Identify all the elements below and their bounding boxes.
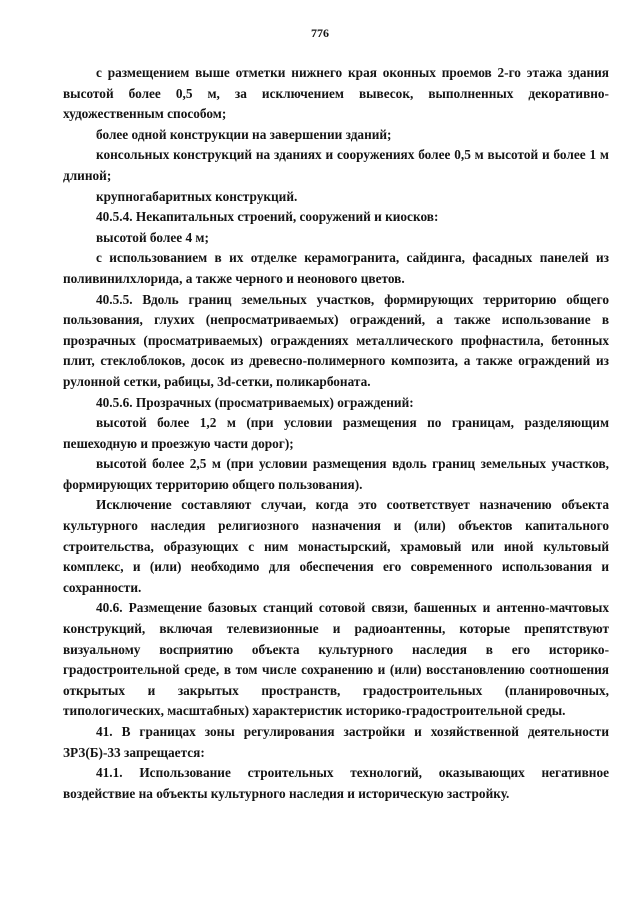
paragraph: 40.5.4. Некапитальных строений, сооружений и киосков: [96,209,439,225]
paragraph: 40.5.5. Вдоль границ земельных участков, формирующих территорию общего пользования, глухих (непросматриваемых) ограждений, а также использование в прозрачных (просматриваемых) ограждениях металлического профнастила, бетонных плит, стеклоблоков, досок из древесно-полимерного композита, а также ограждений из рулонной сетки, рабицы, 3d-сетки, поликарбоната. [63,291,609,389]
paragraph: 40.5.6. Прозрачных (просматриваемых) ограждений: [96,394,414,410]
paragraph: высотой более 1,2 м (при условии размещения по границам, разделяющим пешеходную и проезжую части дорог); [63,415,609,451]
document-body [63,63,609,804]
paragraph: 41. В границах зоны регулирования застройки и хозяйственной деятельности ЗРЗ(Б)-33 запрещается: [63,724,609,760]
paragraph: более одной конструкции на завершении зданий; [96,126,392,142]
paragraph: 40.6. Размещение базовых станций сотовой связи, башенных и антенно-мачтовых конструкций, включая телевизионные и радиоантенны, которые препятствуют визуальному восприятию объекта культурного наследия в его историко-градостроительной среде, в том числе сохранению и (или) восстановлению соотношения открытых и закрытых пространств, градостроительных (планировочных, типологических, масштабных) характеристик историко-градостроительной среды. [63,600,609,719]
paragraph: с размещением выше отметки нижнего края оконных проемов 2-го этажа здания высотой более 0,5 м, за исключением вывесок, выполненных декоративно-художественным способом; [63,65,609,122]
page-number: 776 [311,26,329,40]
paragraph: крупногабаритных конструкций. [96,188,298,204]
paragraph: высотой более 2,5 м (при условии размещения вдоль границ земельных участков, формирующих территорию общего пользования). [63,456,609,492]
paragraph: с использованием в их отделке керамогранита, сайдинга, фасадных панелей из поливинилхлорида, а также черного и неонового цветов. [63,250,609,286]
paragraph: консольных конструкций на зданиях и сооружениях более 0,5 м высотой и более 1 м длиной; [63,147,609,183]
paragraph: Исключение составляют случаи, когда это соответствует назначению объекта культурного наследия религиозного назначения и (или) объектов капитального строительства, образующих с ним монастырский, храмовый или иной культовый комплекс, и (или) необходимо для обеспечения его современного использования и сохранности. [63,497,609,595]
paragraph: 41.1. Использование строительных технологий, оказывающих негативное воздействие на объекты культурного наследия и историческую застройку. [63,765,609,801]
paragraph: высотой более 4 м; [96,229,209,245]
